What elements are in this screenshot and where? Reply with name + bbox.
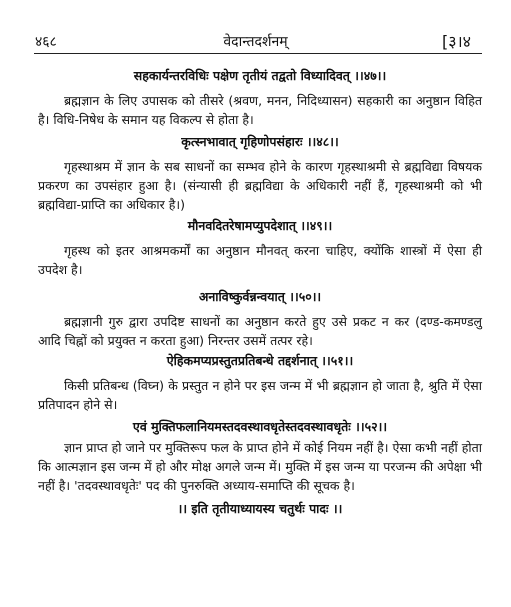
- sutra-49: मौनवदितरेषामप्युपदेशात् ।।४९।।: [187, 218, 333, 233]
- commentary-47: ब्रह्मज्ञान के लिए उपासक को तीसरे (श्रवण, मनन, निदिध्यासन) सहकारी का अनुष्ठान विहित है। विधि-निषेध के समान यह विकल्प से होता है।: [38, 93, 482, 127]
- page-header: [0, 30, 511, 52]
- sutra-52: एवं मुक्तिफलानियमस्तदवस्थावधृतेस्तदवस्थावधृतेः ।।५२।।: [132, 419, 388, 434]
- page-number: ४६८: [35, 34, 57, 50]
- commentary-51: किसी प्रतिबन्ध (विघ्न) के प्रस्तुत न होने पर इस जन्म में भी ब्रह्मज्ञान हो जाता है, श्रुति में ऐसा प्रतिपादन होने से।: [38, 378, 482, 412]
- page-body: [38, 66, 482, 518]
- sutra-48: कृत्स्नभावात् गृहिणोपसंहारः ।।४८।।: [181, 134, 339, 149]
- header-rule: [34, 53, 482, 54]
- commentary-52: ज्ञान प्राप्त हो जाने पर मुक्तिरूप फल के प्राप्त होने में कोई नियम नहीं है। ऐसा कभी नहीं होता कि आत्मज्ञान इस जन्म में हो और मोक्ष अगले जन्म में। मुक्ति में इस जन्म या परजन्म की अपेक्षा भी नहीं है। 'तदवस्थावधृतेः' पद की पुनरुक्ति अध्याय-समाप्ति की सूचक है।: [38, 440, 482, 493]
- sutra-47: सहकार्यन्तरविधिः पक्षेण तृतीयं तद्वतो विध्यादिवत् ।।४७।।: [133, 68, 387, 83]
- commentary-48: गृहस्थाश्रम में ज्ञान के सब साधनों का सम्भव होने के कारण गृहस्थाश्रमी से ब्रह्मविद्या विषयक प्रकरण का उपसंहार हुआ है। (संन्यासी ही ब्रह्मविद्या के अधिकारी नहीं हैं, गृहस्थाश्रमी को भी ब्रह्मविद्या-प्राप्ति का अधिकार है।): [38, 159, 482, 212]
- commentary-50: ब्रह्मज्ञानी गुरु द्वारा उपदिष्ट साधनों का अनुष्ठान करते हुए उसे प्रकट न कर (दण्ड-कमण्डलु आदि चिह्नों को प्रयुक्त न करता हुआ) निरन्तर उसमें तत्पर रहे।: [38, 314, 482, 348]
- sutra-50: अनाविष्कुर्वन्नन्वयात् ।।५०।।: [198, 289, 322, 304]
- sutra-51: ऐहिकमप्यप्रस्तुतप्रतिबन्धे तद्दर्शनात् ।।५१।।: [166, 353, 354, 368]
- running-title: वेदान्तदर्शनम्: [223, 34, 288, 50]
- commentary-49: गृहस्थ को इतर आश्रमकर्मों का अनुष्ठान मौनवत् करना चाहिए, क्योंकि शास्त्रों में ऐसा ही उपदेश है।: [38, 243, 482, 277]
- section-reference: [३।४: [442, 32, 471, 51]
- colophon: ।। इति तृतीयाध्यायस्य चतुर्थः पादः ।।: [177, 501, 343, 516]
